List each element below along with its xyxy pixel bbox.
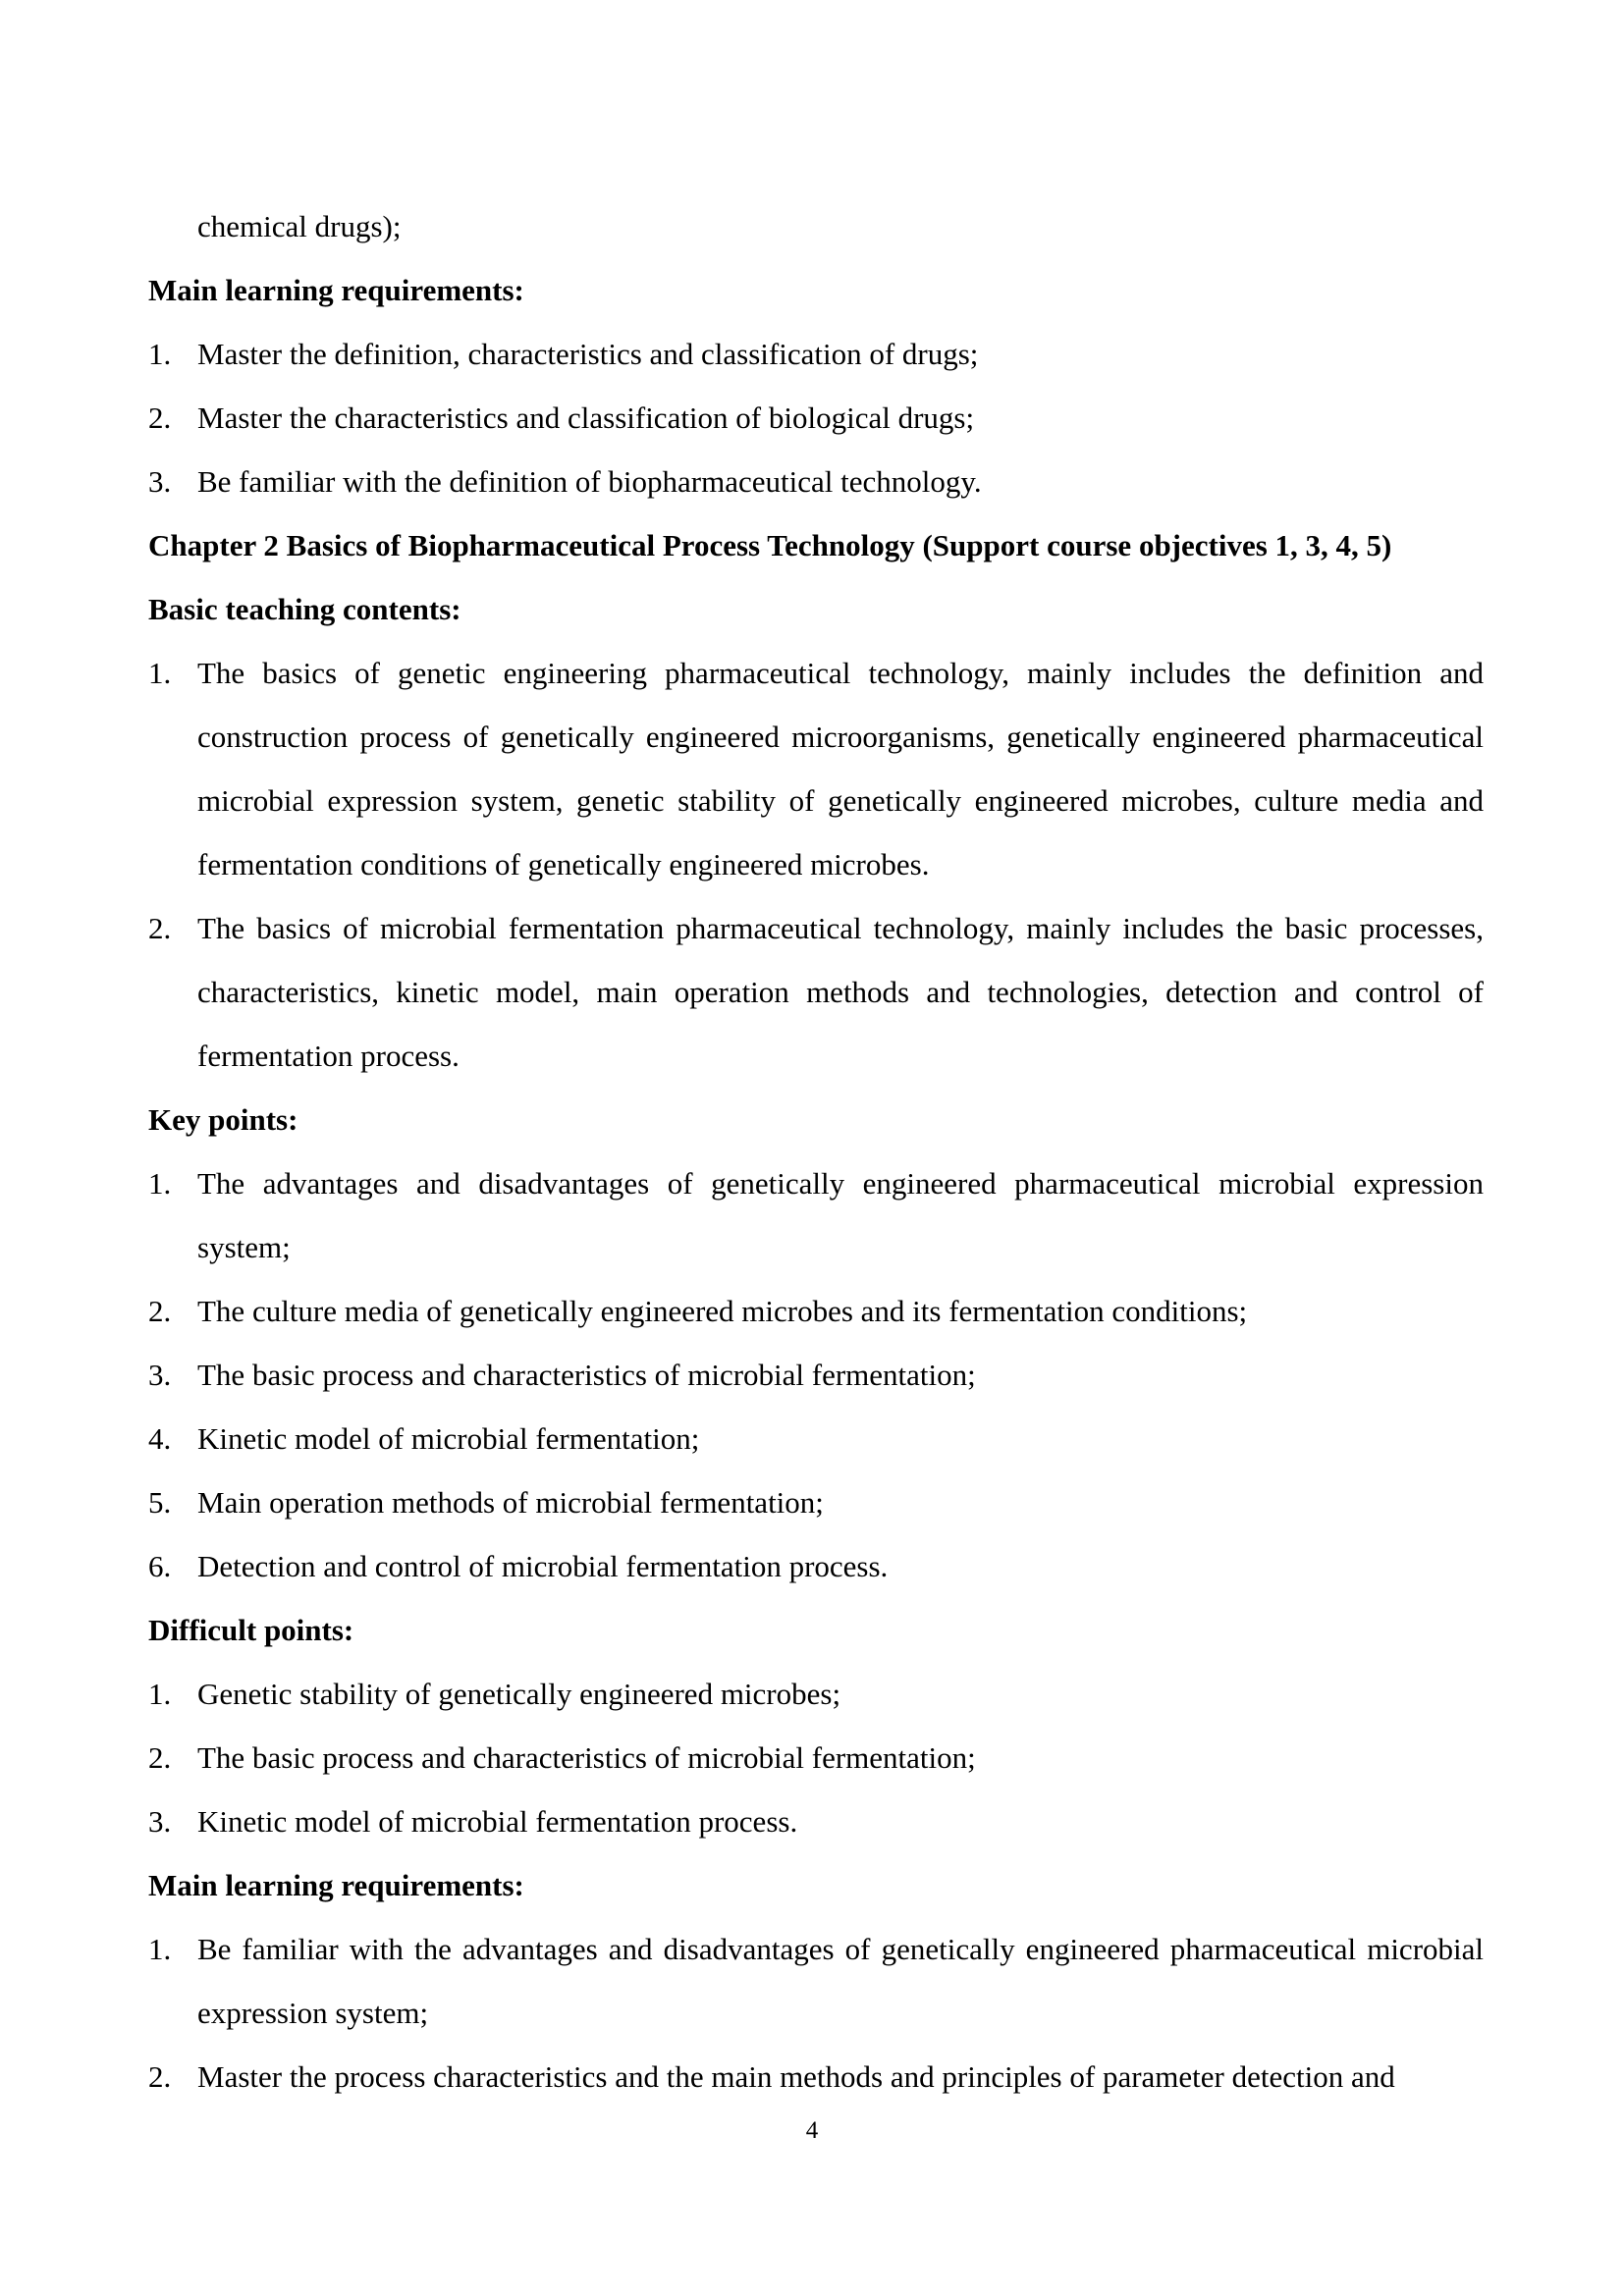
list-number: 1.: [148, 656, 172, 690]
list-text: The advantages and disadvantages of genetically engineered pharmaceutical microbial expression system;: [197, 1166, 1484, 1264]
list-text: Master the characteristics and classification of biological drugs;: [197, 400, 975, 435]
section-heading-difficult-points: Difficult points:: [148, 1613, 354, 1647]
continued-text: chemical drugs);: [197, 209, 402, 243]
list-item: [148, 1407, 1484, 1470]
list-text: Genetic stability of genetically engineered microbes;: [197, 1677, 841, 1711]
list-item: [148, 1534, 1484, 1598]
list-item: [148, 1151, 1484, 1279]
list-item: [148, 1726, 1484, 1789]
list-number: 2.: [148, 1740, 172, 1775]
list-text: Detection and control of microbial fermentation process.: [197, 1549, 889, 1583]
list-text: Master the process characteristics and the main methods and principles of parameter detection and: [197, 2059, 1395, 2094]
page-body: [148, 194, 1484, 2109]
list-item: [148, 450, 1484, 513]
section-heading-main-learning-requirements: Main learning requirements:: [148, 1868, 524, 1902]
list-item: [148, 641, 1484, 896]
chapter-title: Chapter 2 Basics of Biopharmaceutical Process Technology (Support course objectives 1, 3, 4, 5): [148, 528, 1392, 562]
list-item: [148, 1789, 1484, 1853]
list-text: Be familiar with the advantages and disadvantages of genetically engineered pharmaceutical microbial expression system;: [197, 1932, 1484, 2030]
section-heading-key-points: Key points:: [148, 1102, 298, 1137]
list-number: 3.: [148, 1804, 172, 1839]
list-text: Main operation methods of microbial fermentation;: [197, 1485, 824, 1520]
list-number: 3.: [148, 1358, 172, 1392]
list-number: 4.: [148, 1421, 172, 1456]
list-number: 1.: [148, 1932, 172, 1966]
list-item: [148, 896, 1484, 1088]
list-number: 2.: [148, 2059, 172, 2094]
list-number: 3.: [148, 464, 172, 499]
list-number: 1.: [148, 1166, 172, 1201]
section-heading-basic-teaching-contents: Basic teaching contents:: [148, 592, 461, 626]
list-item: [148, 1279, 1484, 1343]
list-item: [148, 2045, 1484, 2109]
list-text: The culture media of genetically engineered microbes and its fermentation conditions;: [197, 1294, 1248, 1328]
list-number: 1.: [148, 337, 172, 371]
list-text: Kinetic model of microbial fermentation;: [197, 1421, 700, 1456]
page-number: 4: [805, 2117, 819, 2144]
list-text: Kinetic model of microbial fermentation process.: [197, 1804, 798, 1839]
list-text: The basic process and characteristics of microbial fermentation;: [197, 1740, 976, 1775]
list-item: [148, 1343, 1484, 1407]
list-number: 2.: [148, 911, 172, 945]
list-text: The basic process and characteristics of microbial fermentation;: [197, 1358, 976, 1392]
list-item: [148, 1470, 1484, 1534]
list-text: The basics of microbial fermentation pharmaceutical technology, mainly includes the basic processes, characteristics, kinetic model, main operation methods and technologies, detection and control of fermentation process.: [197, 911, 1484, 1073]
list-item: [148, 386, 1484, 450]
list-number: 1.: [148, 1677, 172, 1711]
list-number: 5.: [148, 1485, 172, 1520]
list-item: [148, 322, 1484, 386]
list-item: [148, 1662, 1484, 1726]
section-heading-main-learning-requirements: Main learning requirements:: [148, 273, 524, 307]
list-number: 2.: [148, 400, 172, 435]
list-item: [148, 1917, 1484, 2045]
list-text: Master the definition, characteristics and classification of drugs;: [197, 337, 979, 371]
list-text: The basics of genetic engineering pharmaceutical technology, mainly includes the definition and construction process of genetically engineered microorganisms, genetically engineered pharmaceutical microbial expression system, genetic stability of genetically engineered microbes, culture media and fermentation conditions of genetically engineered microbes.: [197, 656, 1484, 881]
list-number: 2.: [148, 1294, 172, 1328]
list-text: Be familiar with the definition of biopharmaceutical technology.: [197, 464, 982, 499]
list-number: 6.: [148, 1549, 172, 1583]
